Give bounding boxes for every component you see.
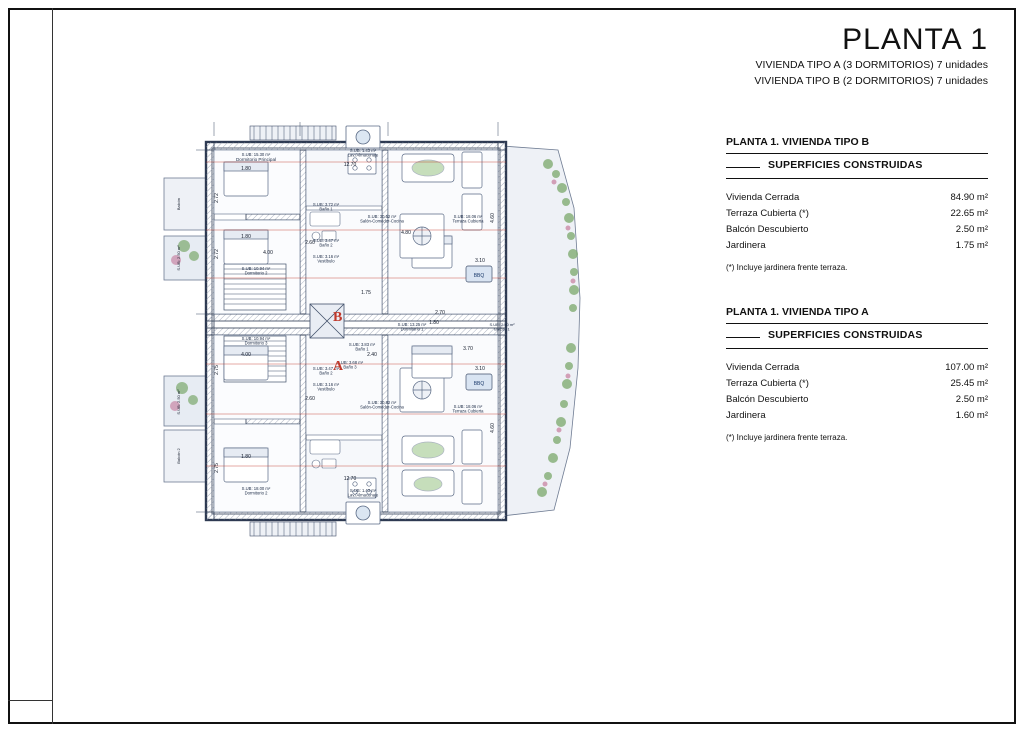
legend-a-label-2: Balcón Descubierto [726,393,809,405]
sheet-margin-line [52,8,53,724]
subtitle-line-a: VIVIENDA TIPO A (3 DORMITORIOS) 7 unidades [755,58,988,71]
svg-text:S.UB: 3.47 m²: S.UB: 3.47 m² [312,238,340,243]
svg-text:1.80: 1.80 [241,454,251,460]
table-row [726,221,988,237]
svg-text:4.00: 4.00 [263,250,273,256]
svg-text:Lav./Almacenaje: Lav./Almacenaje [347,152,379,158]
legend-b-header: PLANTA 1. VIVIENDA TIPO B [726,136,870,148]
legend-b-note: (*) Incluye jardinera frente terraza. [726,263,848,272]
svg-text:S.UB: 1.43 m²: S.UB: 1.43 m² [349,488,377,493]
legend-a-label-1: Terraza Cubierta (*) [726,377,809,389]
legend-a-rule-bottom [726,348,988,349]
legend-b-table [726,189,988,253]
table-row [726,359,988,375]
svg-text:Salón-Comedor-Cocina: Salón-Comedor-Cocina [360,218,404,224]
legend-b-rule-bottom [726,178,988,179]
svg-text:4.80: 4.80 [401,230,411,236]
svg-text:S.UB: 18.06 m²: S.UB: 18.06 m² [453,404,483,409]
svg-text:2.72: 2.72 [214,249,220,259]
svg-text:Dormitorio 2: Dormitorio 2 [244,270,268,276]
svg-text:Vestíbulo: Vestíbulo [317,386,335,392]
page-title: PLANTA 1 [842,23,988,56]
bbq-label-upper: BBQ [473,273,485,279]
svg-text:S.UB: 18.00 m²: S.UB: 18.00 m² [241,486,271,491]
svg-text:1.75: 1.75 [361,290,371,296]
svg-text:S.UB: 1.43 m²: S.UB: 1.43 m² [349,148,377,153]
svg-text:S.UB: 2.50 m²: S.UB: 2.50 m² [176,245,181,271]
svg-text:S.UB: 13.25 m²: S.UB: 13.25 m² [397,322,427,327]
svg-text:Baño 2: Baño 2 [319,242,333,248]
svg-text:1.80: 1.80 [429,320,439,326]
svg-text:Baño 1: Baño 1 [319,206,333,212]
legend-b-label-3: Jardinera [726,239,766,251]
svg-text:Lav./Almacenaje: Lav./Almacenaje [347,492,379,498]
svg-text:4.60: 4.60 [490,423,496,433]
svg-text:Baño 1: Baño 1 [355,346,369,352]
legend-a-header: PLANTA 1. VIVIENDA TIPO A [726,306,869,318]
svg-text:Baño 3: Baño 3 [343,364,357,370]
svg-text:S.UB: 3.72 m²: S.UB: 3.72 m² [312,202,340,207]
svg-text:S.UB: 3.47 m²: S.UB: 3.47 m² [312,366,340,371]
svg-text:2.72: 2.72 [214,193,220,203]
svg-text:Dormitorio 3: Dormitorio 3 [244,340,268,346]
legend-a-value-0: 107.00 m² [945,361,988,373]
svg-text:2.60: 2.60 [305,240,315,246]
legend-b-label-0: Vivienda Cerrada [726,191,800,203]
legend-a-rule-short [726,337,760,338]
legend-a-value-3: 1.60 m² [955,409,988,421]
table-row [726,189,988,205]
svg-text:3.10: 3.10 [475,366,485,372]
legend-a-value-1: 25.45 m² [950,377,988,389]
sheet-corner-tab [8,700,52,701]
svg-text:S.UB: 30.52 m²: S.UB: 30.52 m² [367,214,397,219]
svg-text:1.80: 1.80 [241,234,251,240]
svg-text:S.UB: 30.92 m²: S.UB: 30.92 m² [367,400,397,405]
table-row [726,205,988,221]
svg-text:S.UB: 10.94 m²: S.UB: 10.94 m² [241,336,271,341]
svg-text:12.70: 12.70 [343,162,357,168]
legend-b-value-0: 84.90 m² [950,191,988,203]
floor-plan-drawing [150,118,650,558]
svg-text:1.80: 1.80 [241,166,251,172]
svg-text:S.UB: 2.80 m²: S.UB: 2.80 m² [489,322,515,327]
sheet-border-top [8,8,1016,10]
svg-text:Dormitorio 1: Dormitorio 1 [400,326,424,332]
svg-text:3.10: 3.10 [475,258,485,264]
svg-text:Dormitorio 2: Dormitorio 2 [244,490,268,496]
title-block [754,24,988,88]
legend-b-value-1: 22.65 m² [950,207,988,219]
svg-text:Balcón 2: Balcón 2 [176,448,181,464]
legend-b-value-2: 2.50 m² [955,223,988,235]
legend-a-label-0: Vivienda Cerrada [726,361,800,373]
svg-text:4.00: 4.00 [241,352,251,358]
sheet-border-left [8,8,10,724]
legend-a-label-3: Jardinera [726,409,766,421]
svg-text:Salón-Comedor-Cocina: Salón-Comedor-Cocina [360,404,404,410]
sheet-border-bottom [8,722,1016,724]
legend-b-label-2: Balcón Descubierto [726,223,809,235]
legend-a-subheader: SUPERFICIES CONSTRUIDAS [768,328,923,341]
svg-text:2.75: 2.75 [214,463,220,473]
svg-text:S.UB: 3.16 m²: S.UB: 3.16 m² [312,254,340,259]
svg-text:S.UB: 3.16 m²: S.UB: 3.16 m² [312,382,340,387]
svg-text:S.UB: 3.83 m²: S.UB: 3.83 m² [348,342,376,347]
svg-text:S.UB: 15.30 m²: S.UB: 15.30 m² [241,152,271,157]
svg-text:S.UB: 2.50 m²: S.UB: 2.50 m² [176,389,181,415]
svg-text:Terraza Cubierta: Terraza Cubierta [452,218,484,224]
table-row [726,407,988,423]
svg-text:4.60: 4.60 [490,213,496,223]
legend-b-label-1: Terraza Cubierta (*) [726,207,809,219]
table-row [726,391,988,407]
svg-text:Balcón 1: Balcón 1 [494,326,510,332]
svg-text:S.UB: 18.06 m²: S.UB: 18.06 m² [453,214,483,219]
legend-a-note: (*) Incluye jardinera frente terraza. [726,433,848,442]
legend-b-subheader: SUPERFICIES CONSTRUIDAS [768,158,923,171]
legend-vivienda-tipo-a [726,306,988,442]
table-row [726,375,988,391]
table-row [726,237,988,253]
legend-vivienda-tipo-b [726,136,988,272]
svg-text:Vestíbulo: Vestíbulo [317,258,335,264]
svg-text:2.40: 2.40 [367,352,377,358]
svg-text:Balcón: Balcón [176,197,181,211]
unit-marker-b: B [333,310,343,325]
legend-b-value-3: 1.75 m² [955,239,988,251]
sheet-border-right [1014,8,1016,724]
svg-text:12.70: 12.70 [343,476,357,482]
svg-text:S.UB: 3.68 m²: S.UB: 3.68 m² [336,360,364,365]
subtitle-line-b: VIVIENDA TIPO B (2 DORMITORIOS) 7 unidades [754,74,988,87]
svg-text:2.70: 2.70 [435,310,445,316]
svg-text:S.UB: 10.94 m²: S.UB: 10.94 m² [241,266,271,271]
legend-a-value-2: 2.50 m² [955,393,988,405]
legend-b-rule-short [726,167,760,168]
svg-text:3.70: 3.70 [463,346,473,352]
svg-text:Dormitorio Principal: Dormitorio Principal [235,157,277,162]
unit-marker-a: A [333,359,344,374]
svg-text:Terraza Cubierta: Terraza Cubierta [452,408,484,414]
legend-a-table [726,359,988,423]
svg-text:2.75: 2.75 [214,365,220,375]
svg-text:Baño 2: Baño 2 [319,370,333,376]
svg-text:2.60: 2.60 [305,396,315,402]
bbq-label-lower: BBQ [473,381,485,387]
